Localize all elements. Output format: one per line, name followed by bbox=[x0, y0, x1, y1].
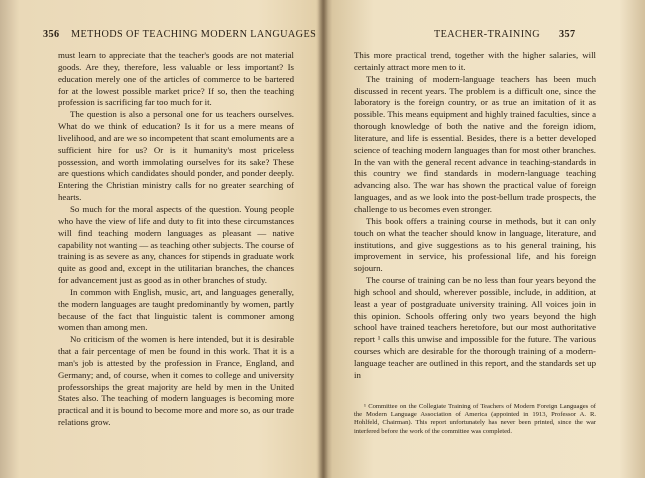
left-paragraph-4: In common with English, music, art, and languages generally, the modern languages are taught predominantly by women, partly because of the fact that linguistic talent is commoner among women than among men. bbox=[58, 286, 294, 333]
left-paragraph-3: So much for the moral aspects of the question. Young people who have the view of life and duty to fit into these circumstances will find teaching modern languages as pleasant — native capability not wanting — as teaching other subjects. The course of training is as severe as any, chances for stipends in graduate work quite as good and, except in the utilitarian branches, the chances for advancement just as good as in other branches of study. bbox=[58, 203, 294, 286]
right-paragraph-2: The training of modern-language teachers has been much discussed in recent years. The problem is a difficult one, since the laboratory is the foreign country, or as true an imitation of it as possible. This means equipment and highly trained faculties, since a thorough knowledge of both the native and the foreign idiom, literature, and life is essential. Besides, there is a better developed science of teaching modern languages than for most other branches. In the van with the general recent advance in teaching-standards in this country we find standards in modern-language teaching advancing also. The war has shown the practical value of foreign languages, and as we look into the post-bellum trade prospects, the challenge to us becomes even stronger. bbox=[354, 73, 596, 214]
right-page bbox=[323, 0, 645, 478]
right-paragraph-1: This more practical trend, together with the higher salaries, will certainly attract more men to it. bbox=[354, 50, 596, 72]
left-paragraph-1: must learn to appreciate that the teacher's goods are not material goods. Are they, therefore, less valuable or less important? Is education merely one of the articles of commerce to be bartered for at the lowest possible market price? If so, then the teaching profession is sacrificing far too much for it. bbox=[58, 50, 294, 108]
right-paragraph-3: This book offers a training course in methods, but it can only touch on what the teacher should know in language, literature, and institutions, and give suggestions as to his general training, his improvement in service, his professional life, and his foreign sojourn. bbox=[354, 215, 596, 274]
left-running-header bbox=[43, 29, 317, 40]
left-paragraph-2: The question is also a personal one for us teachers ourselves. What do we think of education? Is it for us a mere means of livelihood, and are we so incompetent that scant emoluments are a sufficient hire for us? Or is it humanity's most priceless possession, and worth immolating ourselves for its sake? These are questions which candidates should ponder, and ponder deeply. Entering the Christian ministry calls for no greater searching of hearts. bbox=[58, 109, 294, 203]
left-running-head-title: METHODS OF TEACHING MODERN LANGUAGES bbox=[71, 29, 317, 40]
right-body-text bbox=[354, 50, 596, 382]
right-paragraph-4: The course of training can be no less than four years beyond the high school and should, wherever possible, include, in addition, at least a year of postgraduate university training. All voices join in this opinion. Schools offering only two years beyond the high school have trained teachers heretofore, but our most authoritative report ¹ calls this unwise and impossible for the future. The various courses which are desirable for the thorough training of a modern-language teacher are outlined in this report, and the standards set up in bbox=[354, 275, 596, 380]
right-page-number: 357 bbox=[559, 29, 576, 40]
right-running-head-title: TEACHER-TRAINING bbox=[434, 29, 540, 40]
left-body-text bbox=[58, 50, 294, 429]
footnote-text: ¹ Committee on the Collegiate Training of Teachers of Modern Foreign Languages of the Modern Language Association of America (appointed in 1913, Professor A. R. Hohlfeld, Chairman). This report unfortunately has never been printed, since the war interfered before the work of the committee was completed. bbox=[354, 403, 596, 435]
left-paragraph-5: No criticism of the women is here intended, but it is desirable that a fair percentage of men be found in this work. That it is a man's job is attested by the profession in France, England, and Germany; and, of course, when it comes to college and university professorships the great majority are held by men in the United States also. The teaching of modern languages is becoming more practical and it is bound to become more and more so, as our trade relations grow. bbox=[58, 334, 294, 428]
left-page bbox=[0, 0, 322, 478]
left-page-number: 356 bbox=[43, 29, 60, 40]
right-footnote bbox=[354, 403, 596, 436]
